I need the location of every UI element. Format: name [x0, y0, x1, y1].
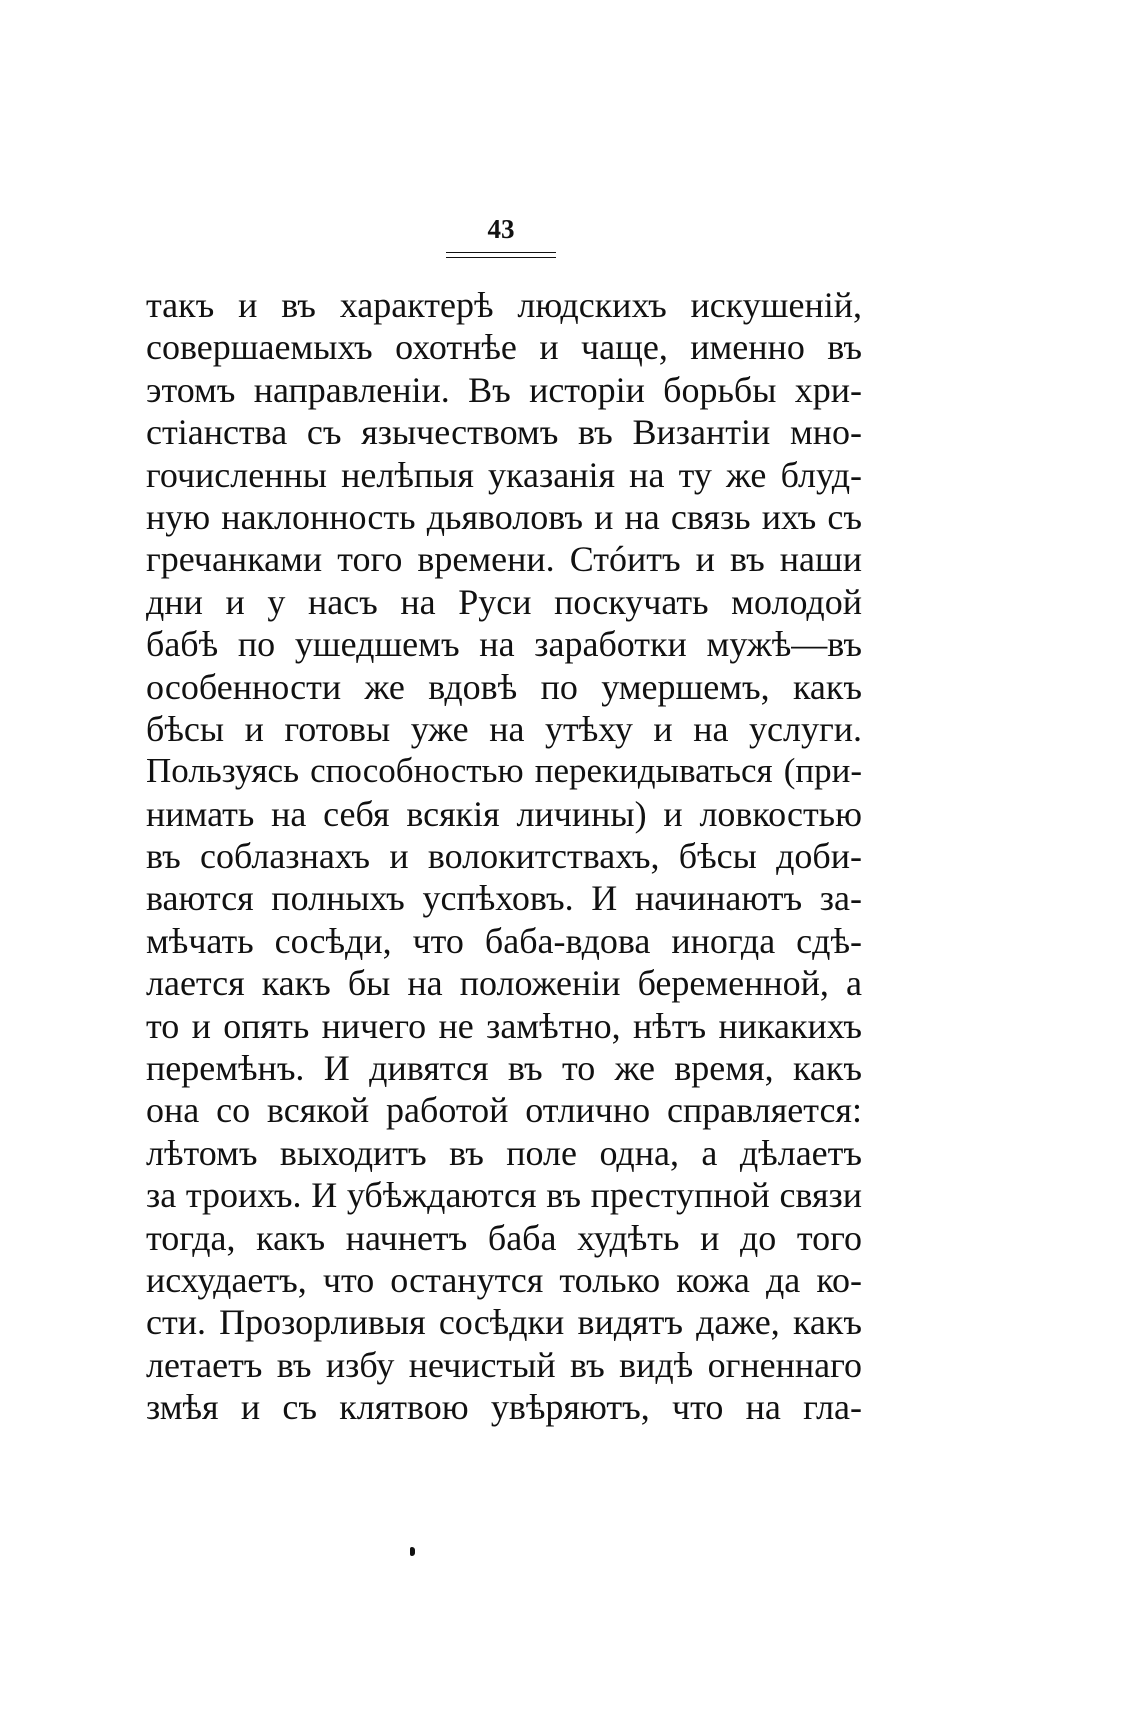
text-line: такъ и въ характерѣ людскихъ искушеній, [146, 285, 862, 325]
text-line: въ соблазнахъ и волокитствахъ, бѣсы доби- [146, 836, 862, 877]
text-line: она со всякой работой отлично справляется: [146, 1090, 862, 1131]
body-text [146, 284, 862, 1429]
text-line: змѣя и съ клятвою увѣряютъ, что на гла- [146, 1387, 862, 1428]
text-line: лается какъ бы на положеніи беременной, а [146, 963, 862, 1004]
text-line: летаетъ въ избу нечистый въ видѣ огненнаго [146, 1344, 862, 1385]
text-line: Пользуясь способностью перекидываться (при- [146, 751, 862, 791]
text-line: стіанства съ язычествомъ въ Византіи мно- [146, 412, 862, 453]
text-line: мѣчать сосѣди, что баба-вдова иногда сдѣ- [146, 920, 862, 961]
text-line: то и опять ничего не замѣтно, нѣтъ никакихъ [146, 1005, 862, 1046]
text-line: бѣсы и готовы уже на утѣху и на услуги. [146, 708, 862, 749]
text-line: этомъ направленіи. Въ исторіи борьбы хри- [146, 369, 862, 410]
text-line: перемѣнъ. И дивятся въ то же время, какъ [146, 1048, 862, 1089]
text-line: тогда, какъ начнетъ баба худѣть и до того [146, 1217, 862, 1258]
text-line: бабѣ по ушедшемъ на заработки мужѣ—въ [146, 624, 862, 665]
text-line: совершаемыхъ охотнѣе и чаще, именно въ [146, 327, 862, 368]
page-number-rule [446, 252, 556, 258]
ink-speck [410, 1547, 415, 1556]
page-number: 43 [487, 214, 515, 244]
text-line: гочисленны нелѣпыя указанія на ту же блуд- [146, 454, 862, 495]
text-line: ную наклонность дьяволовъ и на связь ихъ съ [146, 496, 862, 537]
text-line: дни и у насъ на Руси поскучать молодой [146, 581, 862, 622]
text-line: гречанками того времени. Стóитъ и въ наши [146, 539, 862, 580]
text-line: за троихъ. И убѣждаются въ преступной связи [146, 1175, 862, 1216]
text-line: сти. Прозорливыя сосѣдки видятъ даже, какъ [146, 1302, 862, 1343]
text-line: нимать на себя всякія личины) и ловкостью [146, 793, 862, 834]
text-line: лѣтомъ выходитъ въ поле одна, а дѣлаетъ [146, 1132, 862, 1173]
text-line: исхудаетъ, что останутся только кожа да ко- [146, 1259, 862, 1300]
text-line: особенности же вдовѣ по умершемъ, какъ [146, 666, 862, 707]
text-line: ваются полныхъ успѣховъ. И начинаютъ за- [146, 878, 862, 919]
